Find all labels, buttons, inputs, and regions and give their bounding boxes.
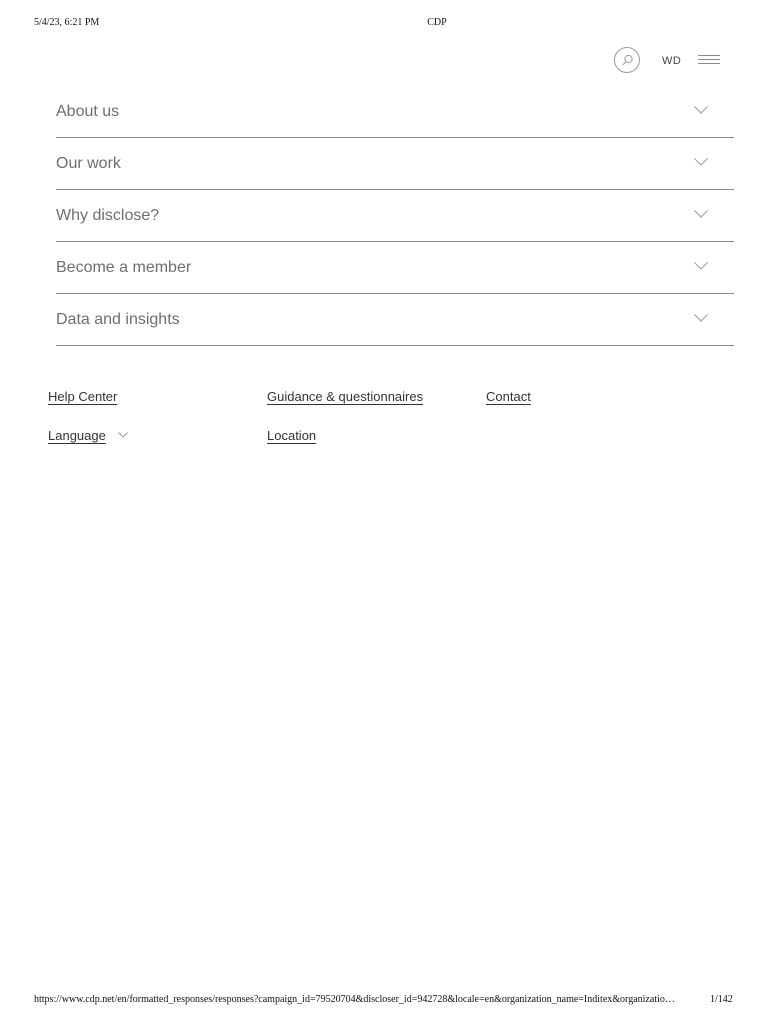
search-icon [621,54,634,67]
user-initials[interactable]: WD [662,55,682,67]
nav-item-label: Become a member [56,259,192,276]
nav-item-label: About us [56,103,120,120]
chevron-down-icon [694,314,708,322]
search-button[interactable] [614,47,640,73]
nav-item-label: Why disclose? [56,207,160,224]
top-bar [0,46,768,76]
chevron-down-icon [694,210,708,218]
print-header [0,0,768,40]
nav-item-why-disclose[interactable] [56,190,734,242]
nav-item-label: Data and insights [56,311,180,328]
hamburger-menu-button[interactable] [698,55,720,67]
chevron-down-icon [118,432,128,438]
print-footer [0,990,768,1010]
contact-link[interactable]: Contact [486,389,531,404]
print-title: CDP [427,17,447,28]
print-datetime: 5/4/23, 6:21 PM [34,17,100,28]
nav-item-our-work[interactable] [56,138,734,190]
chevron-down-icon [694,106,708,114]
print-url: https://www.cdp.net/en/formatted_responses/responses?campaign_id=79520704&discloser_id=942728&locale=en&organization_name=Inditex&organizatio… [34,994,675,1005]
print-page-number: 1/142 [710,994,733,1005]
location-link[interactable]: Location [267,428,317,443]
nav-item-data-and-insights[interactable] [56,294,734,346]
nav-item-about-us[interactable] [56,86,734,138]
help-center-link[interactable]: Help Center [48,389,118,404]
main-nav-accordion [56,86,734,346]
nav-item-label: Our work [56,155,121,172]
chevron-down-icon [694,158,708,166]
language-selector[interactable]: Language [48,428,106,443]
chevron-down-icon [694,262,708,270]
guidance-questionnaires-link[interactable]: Guidance & questionnaires [267,389,424,404]
nav-item-become-a-member[interactable] [56,242,734,294]
